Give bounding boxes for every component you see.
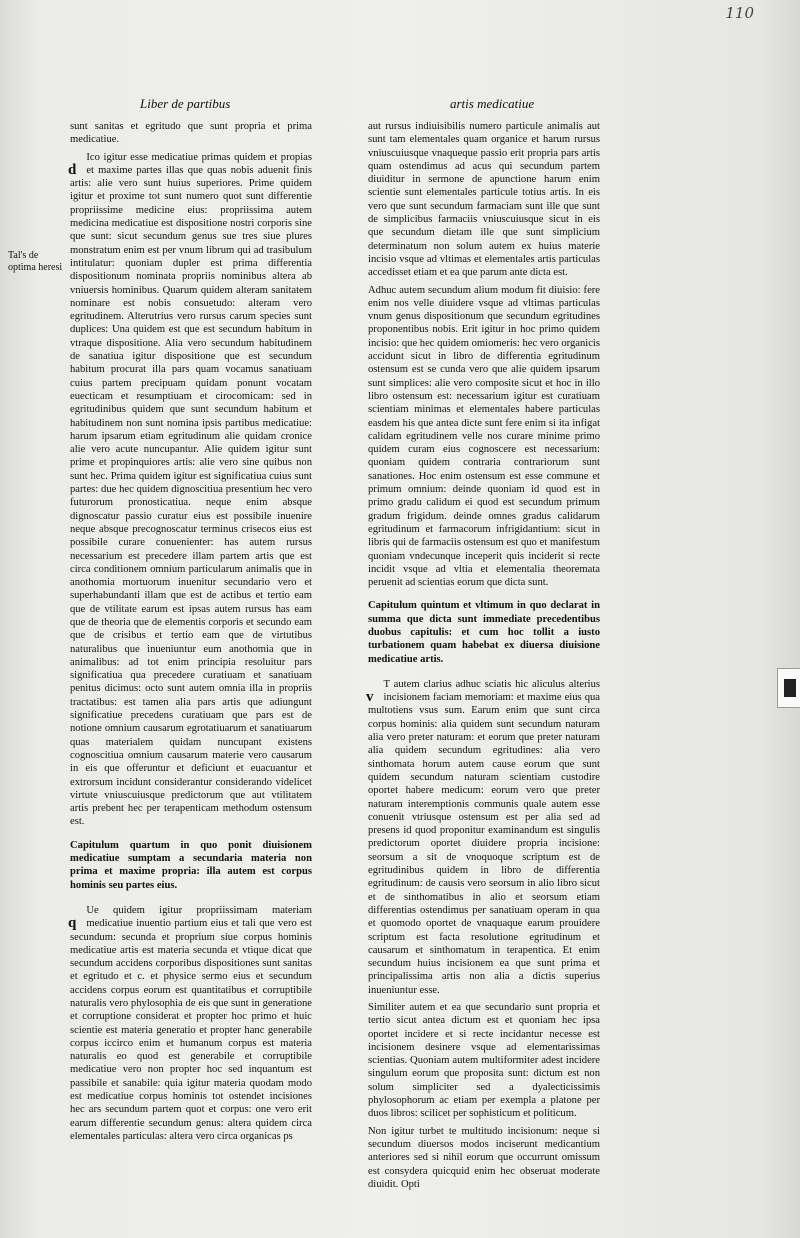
initial-letter: d [68, 161, 77, 178]
chapter-heading: Capitulum quartum in quo ponit diuisionem medicatiue sumptam a secundaria materia non prima et maxime propria: illa autem est corpus hominis seu partes eius. [70, 839, 312, 891]
page-edge-tab [777, 668, 800, 708]
left-text-column [70, 120, 312, 1147]
tab-mark-icon [784, 679, 796, 697]
paragraph: Similiter autem et ea que secundario sunt propria et tertio sicut antea dictum est et quoniam hec ipsa oportet incidere et si recte incidantur necesse est incisionem desinere vsque ad elementarissimas scientias. Quoniam autem multiformiter adest incidere singulum eorum que proposita sunt: dictum est non solum simpliciter sed a dyalecticissimis phylosophorum ac etiam per exempla a platone per duos libros: scilicet per sophisticum et politicum. [368, 1002, 600, 1120]
paragraph [70, 151, 312, 829]
paragraph-text: T autem clarius adhuc sciatis hic aliculus alterius incisionem faciam memoriam: et maxime eius qua multotiens vsus sum. Earum enim que sunt circa corpus hominis: alia quidem sunt secundum naturam alia vero preter naturam: et eorum que preter naturam alia quidem secundum egritudines: alia vero sinthomata horum autem cause eorum que sunt quidem secundum naturam scientiam custodire oportet habere medicum: eorum vero que preter naturam interemptionis communis quale autem esse conuenit vtriusque ostensum est per alia sed ad presens id quod proponitur examinandum est singulis predictorum oportet diuidere propria incisione: seorsum a sit de vnoquoque scriptum est de egritudinibus quidem in libro de differentia egritudinum: de causis vero seorsum in alio libro sicut et de sinthomatibus in alio et seorsum etiam differentias ostendimus per sanatiuam operam in qua et quomodo oportet de vnaquaque earum prouidere scriptum est facta resolutione egritudinum et causarum et sinthomatum in terapentica. Et enim secundum huius incisionem ea que sunt prima et principalissima artis non alia a dictis superius inueniuntur esse. [368, 678, 600, 996]
running-head-right: artis medicatiue [450, 96, 535, 111]
initial-letter: q [68, 914, 77, 931]
paragraph: sunt sanitas et egritudo que sunt propria et prima medicatiue. [70, 121, 312, 146]
running-head-left: Liber de partibus [140, 96, 231, 111]
initial-letter: v [366, 688, 374, 705]
folio-number: 110 [725, 4, 754, 22]
paragraph: Non igitur turbet te multitudo incisionum: neque si secundum diuersos modos inciserunt medicantium anteriores sed si nihil eorum que occurrunt omissum est consydera quicquid enim hec obseruat moderate diuidit. Opti [368, 1125, 600, 1190]
paragraph-text: Ue quidem igitur propriissimam materiam medicatiue inuentio partium eius et tali que vero est secundum: secunda et proprium siue corpus hominis medicatiue artis est materia secunda et vtique dicat que secundum accidens corporibus dispositiones sunt sanitas et egritudo et c. et physice sermo eius et secundum accidens corpus eorum est quantitatibus et corruptibile naturalis vero phylosophia de eis que sunt in generatione et corruptione considerat et propter hoc primo et huic scientie est materia generatio et propter hanc generabile corpus iccirco enim et humanum corpus est materia naturalis eo quod est generabile et corruptibile medicatiue vero non propter hoc sed inquantum est passibile et sanabile: quia igitur materia quodam modo est medicatiue corpus hominis tot ostendet incisiones hec ars secundum partem quot et corpus: one vero erit earum differentie secundum genus: altera quidem circa elementales particulas: altera vero circa organicas ps [70, 904, 312, 1142]
paragraph: aut rursus indiuisibilis numero particule animalis aut sunt tam elementales quam organice et harum rursus vniuscuiusque vnaqueque passio erit propria pars artis quam ostendimus ad acus qui secundum partem diuiditur in sermone de apunctione harum enim scientie sunt elementales particule totius artis. In eis vero que sunt secundum farmaciam sunt ille que sunt de simplicibus farmaciis vniuscuiusque sicut in eis que secundum dietam ille que sunt simplicium determinatum non solum autem ex huius materie incisio vsque ad vltimas et elementales artis particulas accedisset etiam et ea que parum ante dicta est. [368, 121, 600, 279]
paragraph-text: Ico igitur esse medicatiue primas quidem et propias et maxime partes illas que quas nobis aduenit finis artis: alie vero sunt huius superiores. Prime quidem igitur et proxime tot sunt numero quot sunt differentie propriissime medicine eius: propriissima autem medicina medicatiue est dispositione nostri corporis sine que sunt: sicut secundum genus sue tres siue plures monstratum enim est per vnum librum qui ad trasibulum intitulatur: quoniam dupler est prima differentia dispositionum nominata propriis nominibus altera ab vniuersis hominibus. Quarum quidem alteram sanitatem nominare est nobis consuetudo: alteram vero egritudinem. Alterutrius vero rursus carum species sunt duplices: Una quidem est que est secundum habitum in vtraque dispositione. Alia vero secundum habitudinem de sanatiua igitur dispositione que est secundum habitum procurat illa pars quam vocamus sanatiuam cuius partem precipuam quidam ponunt vocatam euecticam et resumptiuam et cirocomicam: sed in egritudinibus quidem que sunt secundum habitum et habitudinem non sunt nomina ipsis partibus medicatiue: harum ipsarum etiam egritudinum alie quidam cronice alie vero acute nuncupantur. Alie quidem igitur sunt prime et propinquiores artis: alie vero sine quibus non sunt hec. Prima quidem igitur est significatiua cuius sunt partes: due hec quidem dignoscitiua presentium hec vero futurorum pronosticatiua. neque enim absque dignoscatur passio curatur eius est possibile inuenire neque absque precognoscatur terminus crisecos eius est possibile curare conuenienter: has autem rursus necessarium est precedere illam partem artis que est circa conditionem omnium particularum animalis que in anothomia mortuorum inuenitur secundario vero et superhabundanti illam que est de actibus et tertio eam que de vtilitate earum est ipsas autem rursus has eam que de theoria que de elementis corporis et secundo eam que de crisibus et tertio eam que de virtutibus naturalibus que inueniuntur eum anothomia que in animalibus: ad tot enim principia resoluitur pars significatiua qua precedere curatiuam et sanatiuam penitus dicimus: octo sunt autem omnia illa in propriis tractatibus: est tamen alia pars artis que adiungunt significatiue precedens curatiuam que pars est de notione omnium causarum egrotatiuarum et sanatiuarum quas materialem quidam nuncupant existens cognoscitiua omnium causarum materie vero causarum in eis que offeruntur et deficiunt et euacuantur et extrorsum incidunt considerantur considerando videlicet virtute vniuscuiusque predictorum que aut vtilitatem artis prebent hec per terapenticam methodum ostensum est. [70, 151, 312, 828]
paragraph [70, 904, 312, 1143]
paragraph: Adhuc autem secundum alium modum fit diuisio: fere enim nos velle diuidere vsque ad vltimas particulas vnum genus dispositionum que secundum egritudines proponentibus nobis. Erit igitur in hoc primo quidem incisio: que hec quidem omiomeris: hec vero organicis accidunt sicut in libro de differentia egritudinum ostensum est se cunda vero que alie quidem ipsarum sunt simplices: alie vero composite sicut et hoc in illo libro ostensum est: necessarium igitur est curatiuam scientiam minimas et elementales habere particulas easdem his que antea dicte sunt fere enim si ita infigat calidam egritudinem velle nos curare minime primo quidem curam eius cognoscere est necessarium: quoniam quidem contraria contrariorum sunt sanationes. Hoc enim ostensum est esse commune et primum omnium: deinde quoniam id quod est in primo gradu calidum ei quod est secundum primum gradum frigidum. deinde omnes gradus calidarum egritudinum et farmacorum infrigidantium: sicut in libris qui de farmaciis ostensum est quo et manifestum quoniam vndecunque inceperit quis inciderit si recte incidit vsque ad vltia et elementalia theoremata peruenit ad scientias eorum que dicta sunt. [368, 284, 600, 589]
chapter-heading: Capitulum quintum et vltimum in quo declarat in summa que dicta sunt immediate precedentibus duobus capitulis: et cum hoc tollit a iusto turbationem quam habebat ex diuersa diuisione medicatiue artis. [368, 600, 600, 665]
right-text-column [368, 120, 600, 1195]
margin-annotation: Tal's de optima heresi [8, 250, 63, 273]
paragraph [368, 678, 600, 997]
